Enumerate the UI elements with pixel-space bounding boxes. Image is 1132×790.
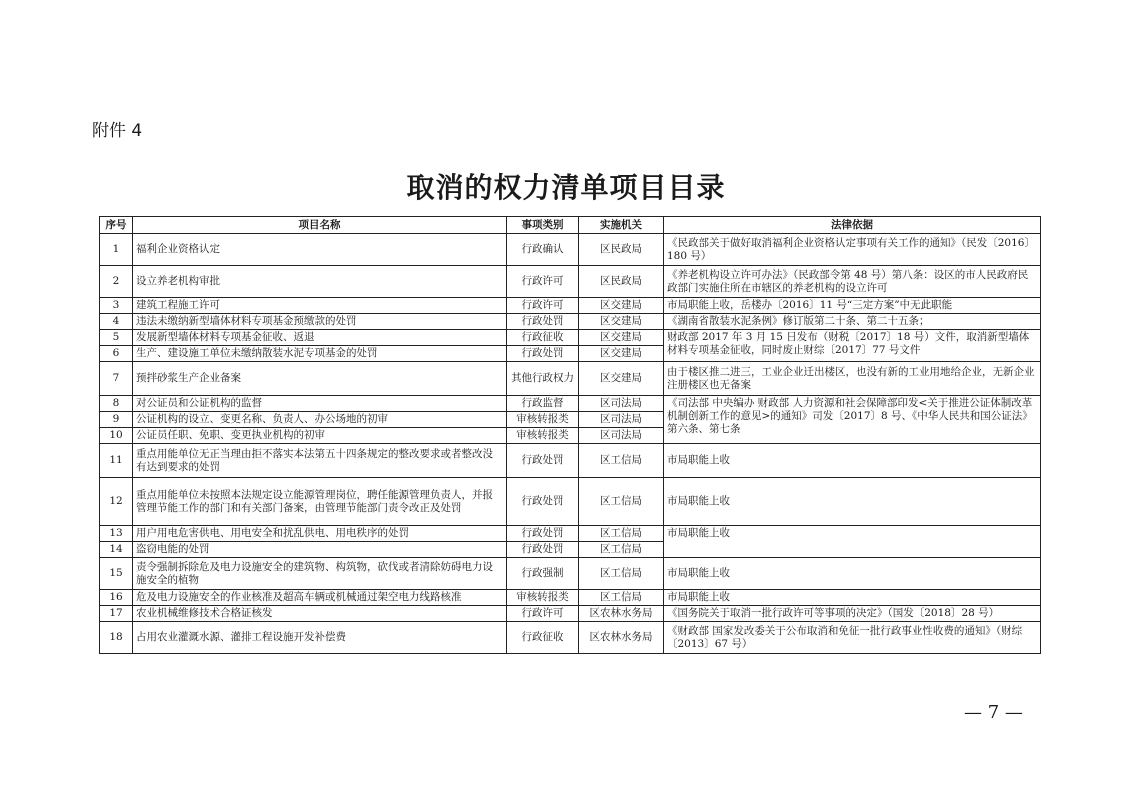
row-legal-basis: 《湖南省散装水泥条例》修订版第二十条、第二十五条； [664, 314, 1041, 330]
row-item-name: 公证员任职、免职、变更执业机构的初审 [133, 428, 507, 444]
row-no: 14 [100, 542, 133, 558]
row-item-name: 占用农业灌溉水源、灌排工程设施开发补偿费 [133, 622, 507, 654]
row-legal-basis: 市局职能上收，岳楼办〔2016〕11 号“三定方案”中无此职能 [664, 298, 1041, 314]
row-agency: 区工信局 [579, 444, 664, 478]
row-no: 5 [100, 330, 133, 346]
row-no: 10 [100, 428, 133, 444]
row-item-name: 重点用能单位未按照本法规定设立能源管理岗位，聘任能源管理负责人，并报管理节能工作的部门和有关部门备案，由管理节能部门责令改正及处罚 [133, 478, 507, 526]
row-agency: 区司法局 [579, 428, 664, 444]
row-legal-basis: 由于楼区推二进三，工业企业迁出楼区，也没有新的工业用地给企业，无新企业注册楼区也无备案 [664, 362, 1041, 396]
row-item-name: 对公证员和公证机构的监督 [133, 396, 507, 412]
row-no: 2 [100, 266, 133, 298]
row-category: 行政征收 [507, 622, 579, 654]
table-row [100, 234, 1041, 266]
row-agency: 区农林水务局 [579, 622, 664, 654]
row-category: 行政处罚 [507, 444, 579, 478]
table-header-row [100, 217, 1041, 234]
row-legal-basis: 市局职能上收 [664, 444, 1041, 478]
row-category: 行政监督 [507, 396, 579, 412]
row-agency: 区工信局 [579, 526, 664, 542]
row-no: 6 [100, 346, 133, 362]
row-no: 9 [100, 412, 133, 428]
row-no: 16 [100, 590, 133, 606]
row-item-name: 用户用电危害供电、用电安全和扰乱供电、用电秩序的处罚 [133, 526, 507, 542]
row-legal-basis: 市局职能上收 [664, 526, 1041, 558]
row-agency: 区工信局 [579, 590, 664, 606]
row-category: 审核转报类 [507, 590, 579, 606]
row-item-name: 责令强制拆除危及电力设施安全的建筑物、构筑物，砍伐或者清除妨碍电力设施安全的植物 [133, 558, 507, 590]
row-item-name: 生产、建设施工单位未缴纳散装水泥专项基金的处罚 [133, 346, 507, 362]
col-header-legal-basis: 法律依据 [664, 217, 1041, 234]
row-no: 3 [100, 298, 133, 314]
row-agency: 区司法局 [579, 412, 664, 428]
row-item-name: 预拌砂浆生产企业备案 [133, 362, 507, 396]
row-category: 行政许可 [507, 298, 579, 314]
row-legal-basis: 《司法部 中央编办 财政部 人力资源和社会保障部印发<关于推进公证体制改革机制创新工作的意见>的通知》司发〔2017〕8 号、《中华人民共和国公证法》第六条、第七条 [664, 396, 1041, 444]
row-item-name: 设立养老机构审批 [133, 266, 507, 298]
table-row [100, 330, 1041, 346]
row-category: 行政处罚 [507, 478, 579, 526]
row-category: 行政处罚 [507, 314, 579, 330]
row-no: 1 [100, 234, 133, 266]
row-agency: 区工信局 [579, 478, 664, 526]
row-no: 13 [100, 526, 133, 542]
attachment-label: 附件 4 [92, 121, 143, 141]
row-category: 行政处罚 [507, 542, 579, 558]
table-row [100, 622, 1041, 654]
row-no: 4 [100, 314, 133, 330]
row-item-name: 重点用能单位无正当理由拒不落实本法第五十四条规定的整改要求或者整改没有达到要求的处罚 [133, 444, 507, 478]
row-item-name: 农业机械维修技术合格证核发 [133, 606, 507, 622]
col-header-name: 项目名称 [133, 217, 507, 234]
col-header-agency: 实施机关 [579, 217, 664, 234]
row-category: 其他行政权力 [507, 362, 579, 396]
col-header-category: 事项类别 [507, 217, 579, 234]
row-agency: 区工信局 [579, 542, 664, 558]
row-category: 审核转报类 [507, 412, 579, 428]
row-agency: 区工信局 [579, 558, 664, 590]
row-legal-basis: 市局职能上收 [664, 478, 1041, 526]
row-legal-basis: 《国务院关于取消一批行政许可等事项的决定》（国发〔2018〕28 号） [664, 606, 1041, 622]
row-no: 15 [100, 558, 133, 590]
col-header-no: 序号 [100, 217, 133, 234]
document-title: 取消的权力清单项目目录 [406, 171, 726, 204]
row-agency: 区民政局 [579, 234, 664, 266]
row-no: 7 [100, 362, 133, 396]
row-category: 行政确认 [507, 234, 579, 266]
table-row [100, 590, 1041, 606]
row-category: 审核转报类 [507, 428, 579, 444]
table-row [100, 444, 1041, 478]
row-legal-basis: 《民政部关于做好取消福利企业资格认定事项有关工作的通知》（民发〔2016〕180 号） [664, 234, 1041, 266]
row-no: 17 [100, 606, 133, 622]
row-no: 18 [100, 622, 133, 654]
row-legal-basis: 市局职能上收 [664, 558, 1041, 590]
row-item-name: 公证机构的设立、变更名称、负责人、办公场地的初审 [133, 412, 507, 428]
row-legal-basis: 市局职能上收 [664, 590, 1041, 606]
row-item-name: 发展新型墙体材料专项基金征收、返退 [133, 330, 507, 346]
row-agency: 区交建局 [579, 362, 664, 396]
row-no: 11 [100, 444, 133, 478]
row-category: 行政处罚 [507, 526, 579, 542]
row-legal-basis: 《财政部 国家发改委关于公布取消和免征一批行政事业性收费的通知》（财综〔2013〕67 号） [664, 622, 1041, 654]
table-row [100, 606, 1041, 622]
row-agency: 区交建局 [579, 330, 664, 346]
row-item-name: 盗窃电能的处罚 [133, 542, 507, 558]
row-category: 行政许可 [507, 266, 579, 298]
row-agency: 区农林水务局 [579, 606, 664, 622]
table-row [100, 558, 1041, 590]
table-row [100, 298, 1041, 314]
row-category: 行政许可 [507, 606, 579, 622]
table-row [100, 362, 1041, 396]
row-item-name: 违法未缴纳新型墙体材料专项基金预缴款的处罚 [133, 314, 507, 330]
row-legal-basis: 《养老机构设立许可办法》（民政部令第 48 号）第八条：设区的市人民政府民政部门实施住所在市辖区的养老机构的设立许可 [664, 266, 1041, 298]
row-item-name: 福利企业资格认定 [133, 234, 507, 266]
table-row [100, 478, 1041, 526]
row-item-name: 危及电力设施安全的作业核准及超高车辆或机械通过架空电力线路核准 [133, 590, 507, 606]
row-category: 行政处罚 [507, 346, 579, 362]
row-category: 行政强制 [507, 558, 579, 590]
row-category: 行政征收 [507, 330, 579, 346]
row-agency: 区民政局 [579, 266, 664, 298]
row-legal-basis: 财政部 2017 年 3 月 15 日发布（财税〔2017〕18 号）文件，取消新型墙体材料专项基金征收，同时废止财综〔2017〕77 号文件 [664, 330, 1041, 362]
power-list-table [99, 216, 1041, 654]
table-row [100, 396, 1041, 412]
row-no: 12 [100, 478, 133, 526]
table-row [100, 526, 1041, 542]
page-number: — 7 — [964, 702, 1023, 723]
row-agency: 区司法局 [579, 396, 664, 412]
row-agency: 区交建局 [579, 298, 664, 314]
table-row [100, 266, 1041, 298]
row-agency: 区交建局 [579, 314, 664, 330]
row-agency: 区交建局 [579, 346, 664, 362]
table-row [100, 314, 1041, 330]
row-no: 8 [100, 396, 133, 412]
row-item-name: 建筑工程施工许可 [133, 298, 507, 314]
